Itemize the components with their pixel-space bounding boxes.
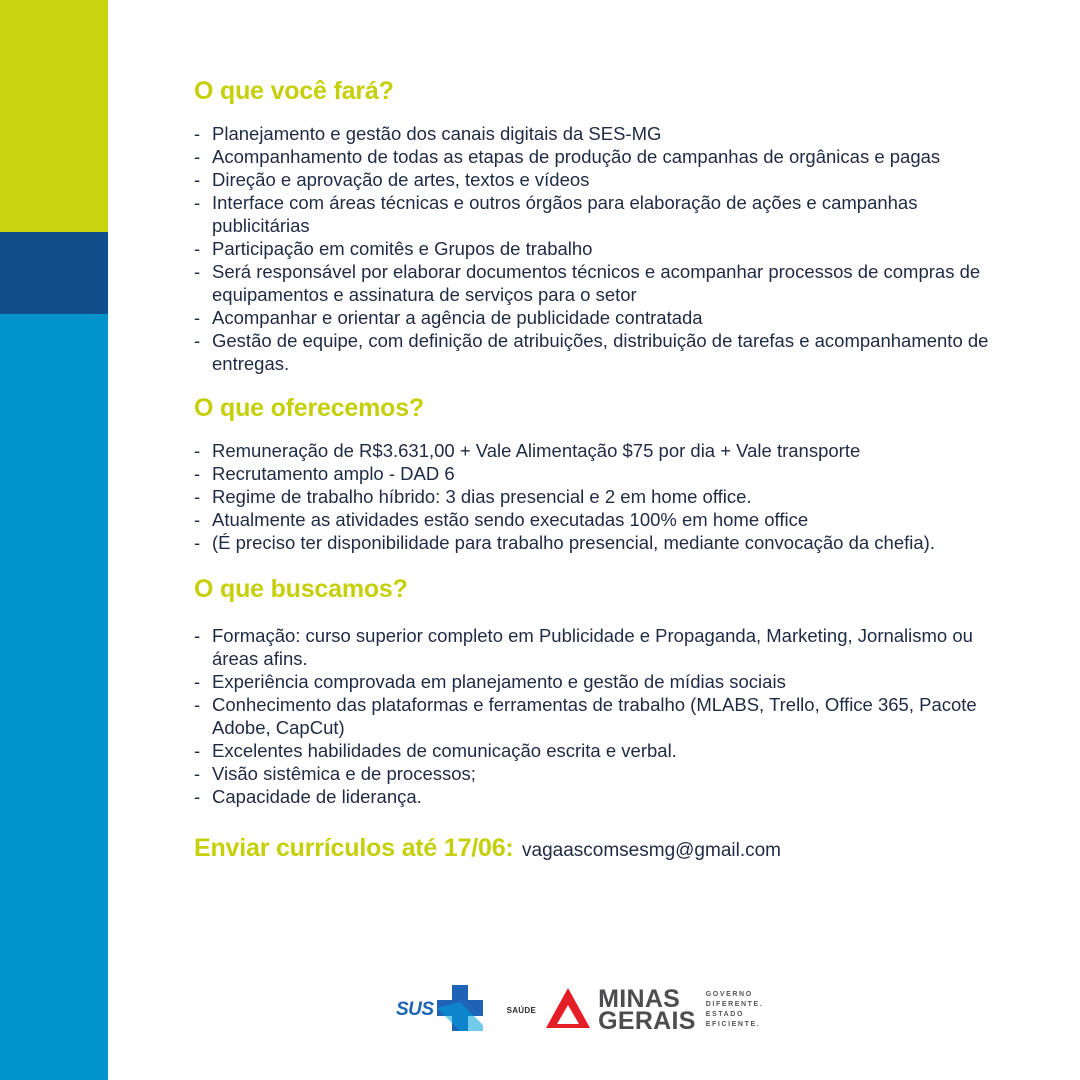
list-item: - (É preciso ter disponibilidade para trabalho presencial, mediante convocação da chefia). <box>194 531 994 554</box>
wordmark-line-1: MINAS <box>598 985 681 1013</box>
list-item: - Excelentes habilidades de comunicação escrita e verbal. <box>194 739 994 762</box>
list-item: - Acompanhamento de todas as etapas de produção de campanhas de orgânicas e pagas <box>194 145 994 168</box>
section-benefits <box>194 391 994 554</box>
list-item: - Capacidade de liderança. <box>194 785 994 808</box>
slogan-line: DIFERENTE. <box>705 1001 764 1008</box>
sidebar-blue-band <box>0 314 108 1080</box>
list-item: - Interface com áreas técnicas e outros órgãos para elaboração de ações e campanhas publicitárias <box>194 191 994 237</box>
contact-email[interactable]: vagaascomsesmg@gmail.com <box>522 840 782 861</box>
sidebar-lime-band <box>0 0 108 232</box>
cta-label: Enviar currículos até 17/06: <box>194 834 514 862</box>
list-item: - Atualmente as atividades estão sendo executadas 100% em home office <box>194 508 994 531</box>
blue-cross-icon <box>437 985 483 1036</box>
list-item: - Direção e aprovação de artes, textos e vídeos <box>194 168 994 191</box>
section-title: O que oferecemos? <box>194 394 424 422</box>
list-item: - Visão sistêmica e de processos; <box>194 762 994 785</box>
list-item: - Será responsável por elaborar documentos técnicos e acompanhar processos de compras de equipamentos e assinatura de serviços para o setor <box>194 260 994 306</box>
list-item: - Gestão de equipe, com definição de atribuições, distribuição de tarefas e acompanhamento de entregas. <box>194 329 994 375</box>
footer-logos <box>396 984 763 1036</box>
wordmark-line-2: GERAIS <box>598 1007 696 1035</box>
list-item: - Formação: curso superior completo em Publicidade e Propaganda, Marketing, Jornalismo ou áreas afins. <box>194 624 994 670</box>
responsibilities-list <box>194 122 994 375</box>
minas-gerais-wordmark <box>598 985 696 1035</box>
sidebar-navy-band <box>0 232 108 314</box>
sus-logo-text: SUS <box>396 999 434 1020</box>
government-slogan <box>706 990 764 1030</box>
benefits-list <box>194 439 994 554</box>
list-item: - Acompanhar e orientar a agência de publicidade contratada <box>194 306 994 329</box>
saude-label: SAÚDE <box>506 1005 537 1015</box>
list-item: - Conhecimento das plataformas e ferramentas de trabalho (MLABS, Trello, Office 365, Pacote Adobe, CapCut) <box>194 693 994 739</box>
section-requirements <box>194 572 994 808</box>
section-title: O que você fará? <box>194 77 394 105</box>
application-cta <box>194 834 994 863</box>
list-item: - Planejamento e gestão dos canais digitais da SES-MG <box>194 122 994 145</box>
slogan-line: ESTADO <box>705 1011 744 1018</box>
section-responsibilities <box>194 74 994 375</box>
list-item: - Regime de trabalho híbrido: 3 dias presencial e 2 em home office. <box>194 485 994 508</box>
list-item: - Experiência comprovada em planejamento e gestão de mídias sociais <box>194 670 994 693</box>
slogan-line: EFICIENTE. <box>705 1021 761 1028</box>
requirements-list <box>194 624 994 808</box>
list-item: - Participação em comitês e Grupos de trabalho <box>194 237 994 260</box>
slogan-line: GOVERNO <box>705 991 753 998</box>
section-title: O que buscamos? <box>194 575 408 603</box>
red-triangle-mountain-icon <box>546 988 590 1033</box>
list-item: - Recrutamento amplo - DAD 6 <box>194 462 994 485</box>
list-item: - Remuneração de R$3.631,00 + Vale Alimentação $75 por dia + Vale transporte <box>194 439 994 462</box>
job-posting-content <box>194 74 994 863</box>
